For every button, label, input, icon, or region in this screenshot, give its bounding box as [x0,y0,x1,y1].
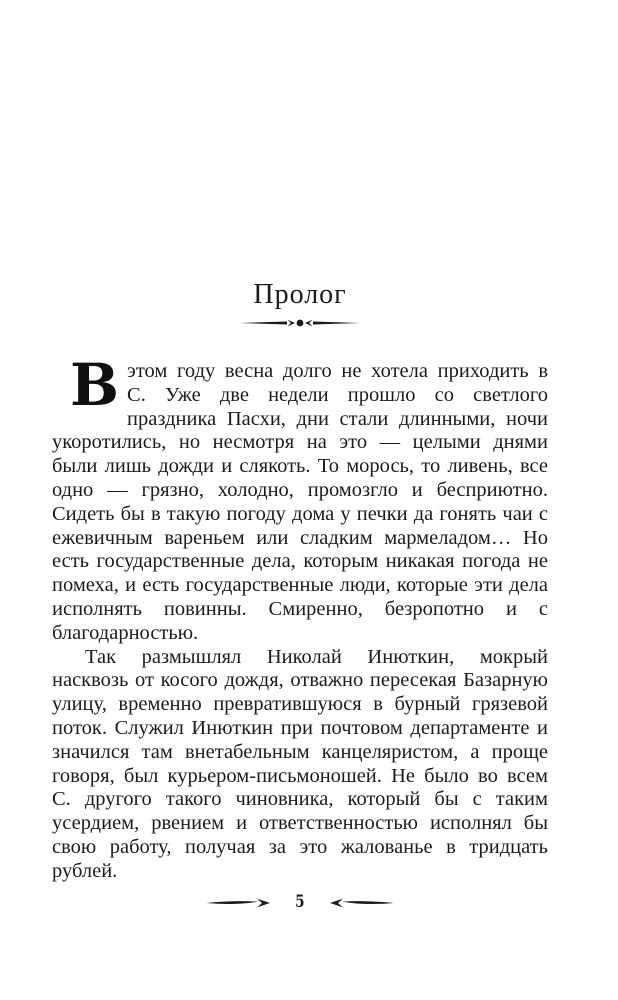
paragraph [52,646,548,884]
page-number: 5 [295,892,305,912]
drop-cap: В [70,351,120,419]
body-text [52,351,548,884]
chapter-header [52,280,548,330]
divider-ornament-icon [240,316,360,330]
heading-divider [52,316,548,330]
paragraph-text: Так размышлял Николай Инюткин, мокрый насквозь от косого дождя, отважно пересекая Базарную улицу, временно превратившуюся в бурный грязевой поток. Служил Инюткин при почтовом департаменте и значился там внетабельным канцеляристом, а проще говоря, был курьером-письмоношей. Не было во всем С. другого такого чиновника, который бы с таким усердием, рвением и ответственностью исполнял бы свою работу, получая за это жалованье в тридцать рублей. [52,645,548,882]
paragraph [52,351,548,646]
right-flourish-icon [326,897,394,909]
paragraph-text: этом году весна долго не хотела приходить в С. Уже две недели прошло со светлого праздника Пасхи, дни стали длинными, ночи укоротились, но несмотря на это — целыми днями были лишь дожди и слякоть. То морось, то ливень, все одно — грязно, холодно, промозгло и бесприютно. Сидеть бы в такую погоду дома у печки да гонять чаи с ежевичным вареньем или сладким мармеладом… Но есть государственные дела, которым никакая погода не помеха, и есть государственные люди, которые эти дела исполнять повинны. Смиренно, безропотно и с благодарностью. [52,360,548,644]
page-footer [52,894,548,911]
chapter-title: Пролог [253,279,347,310]
left-flourish-icon [206,897,274,909]
